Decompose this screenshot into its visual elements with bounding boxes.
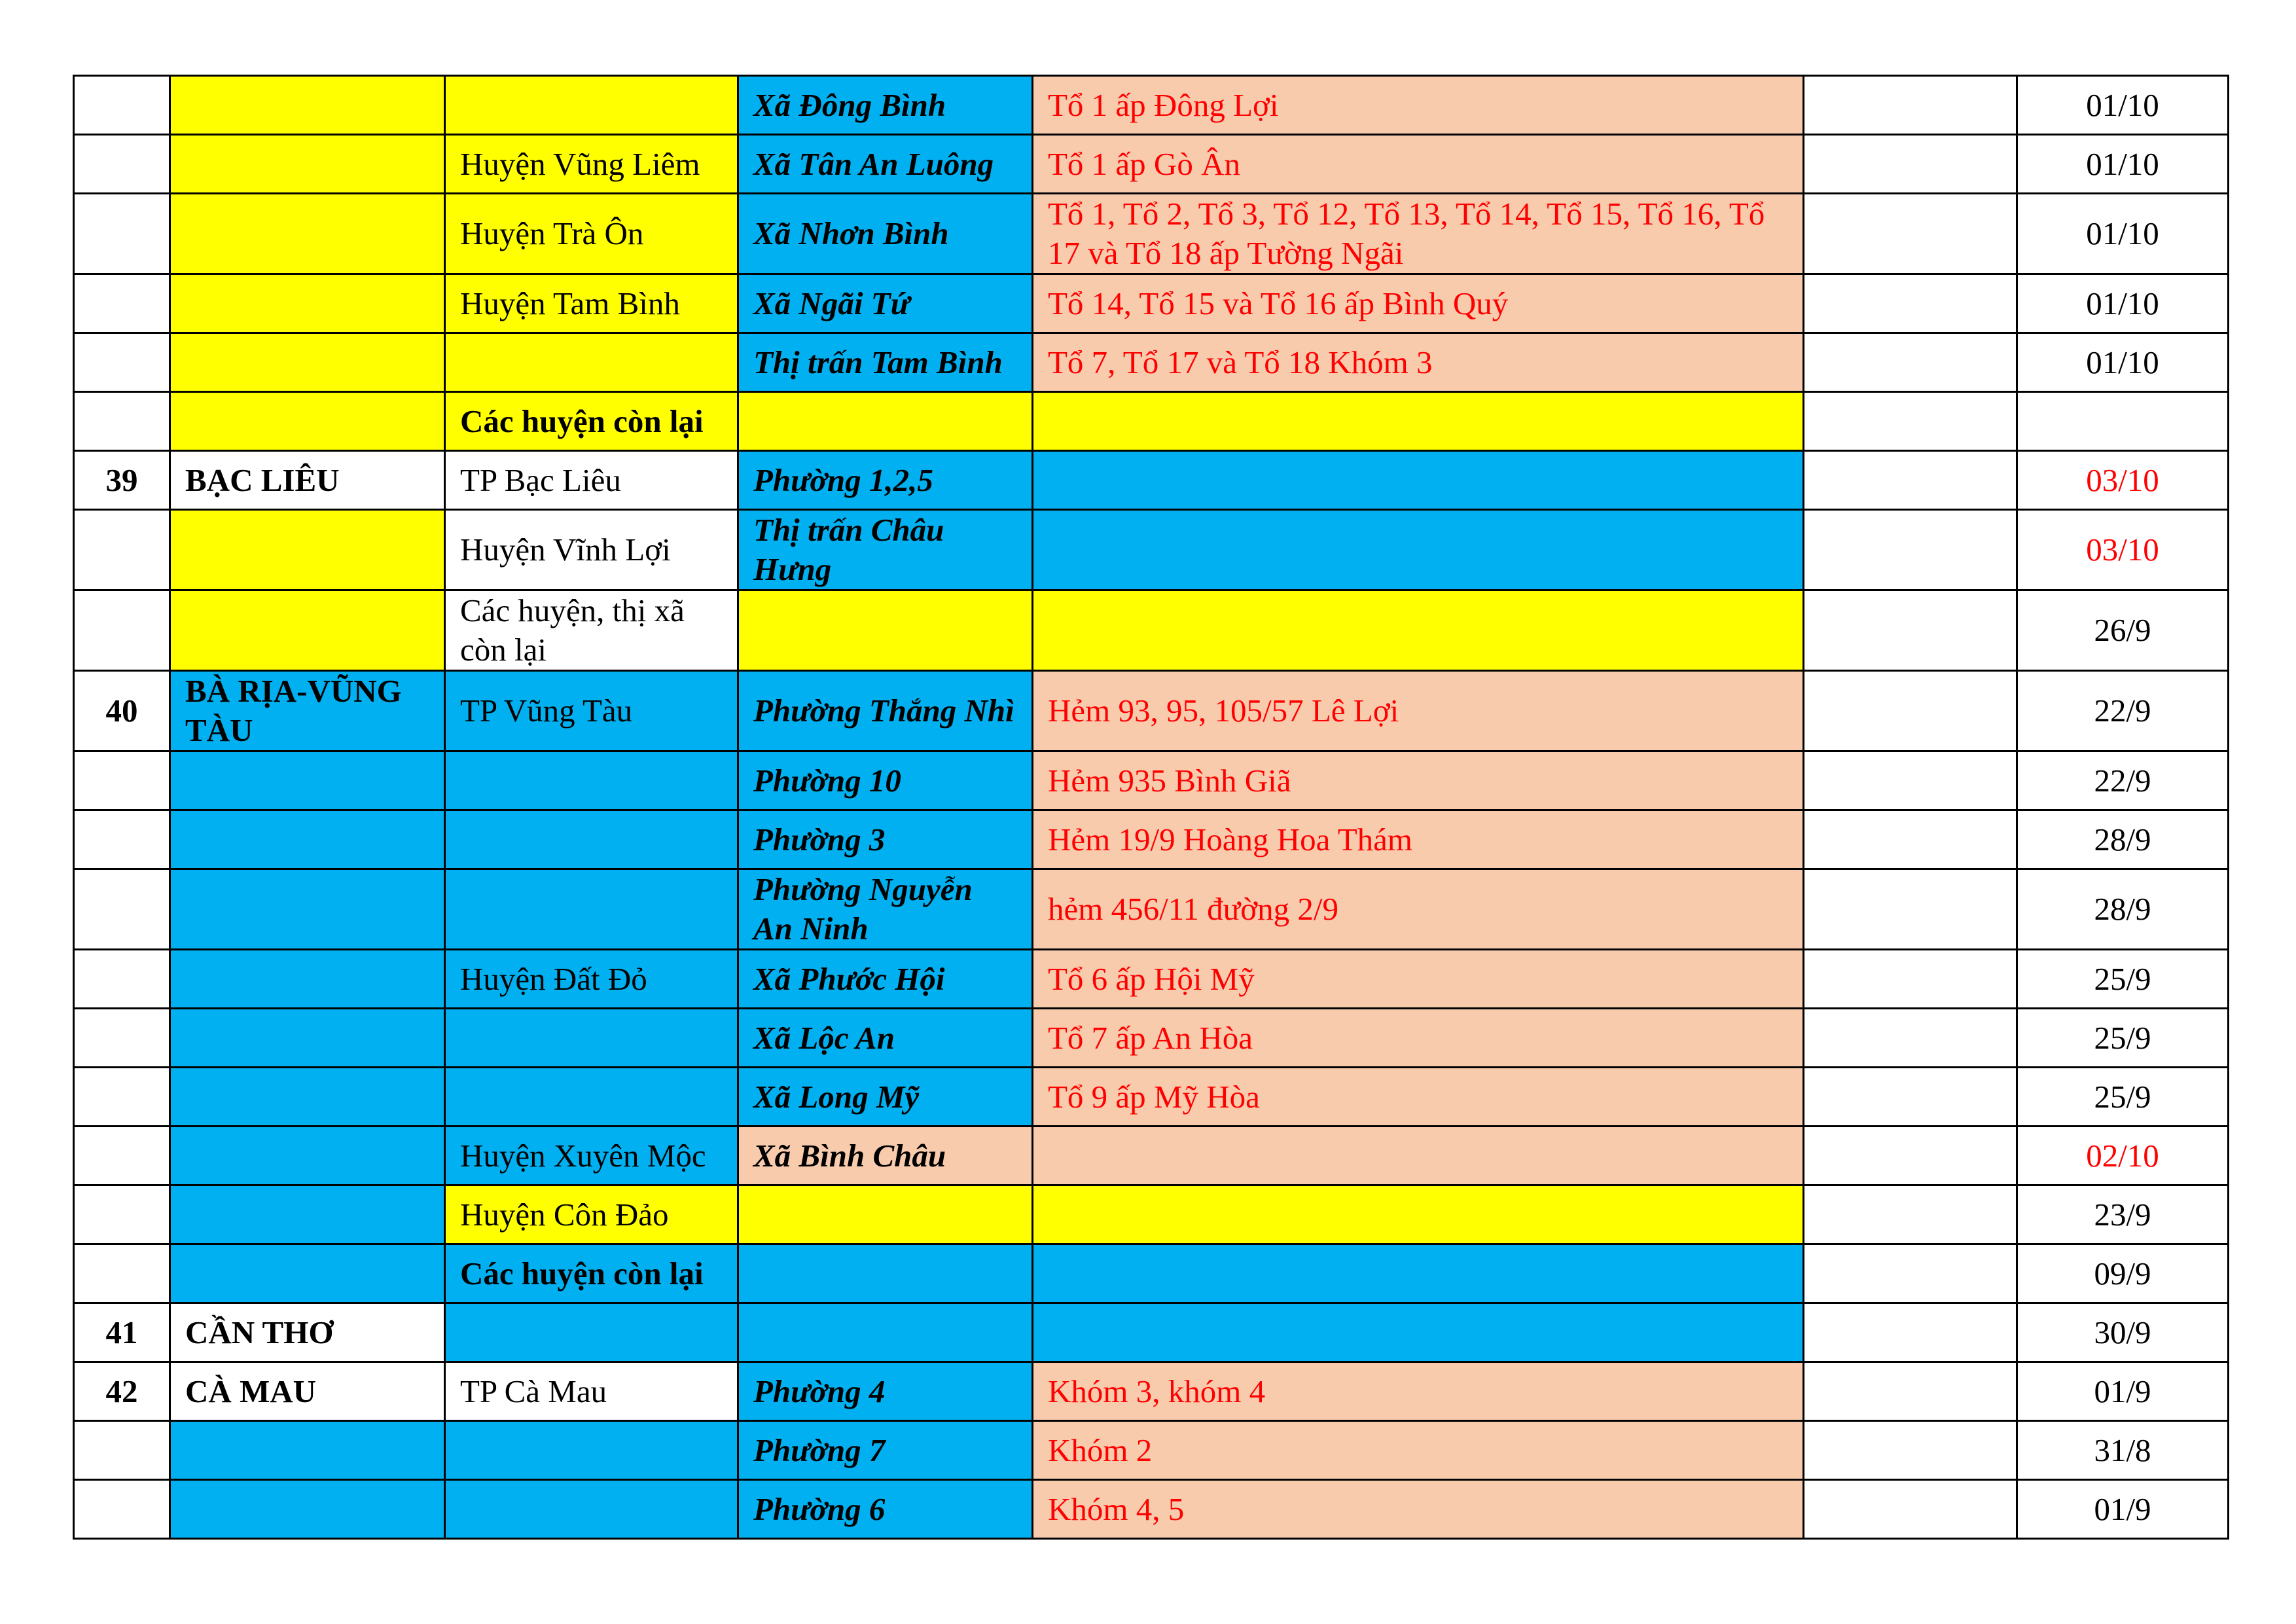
table-row bbox=[74, 76, 2229, 135]
row-number-cell: 40 bbox=[74, 671, 170, 751]
row-number-cell bbox=[74, 950, 170, 1009]
district-cell: Huyện Đất Đỏ bbox=[445, 950, 738, 1009]
area-cell: Tổ 9 ấp Mỹ Hòa bbox=[1033, 1068, 1804, 1127]
area-cell: Tổ 1 ấp Gò Ân bbox=[1033, 135, 1804, 194]
date-cell: 02/10 bbox=[2017, 1127, 2229, 1185]
table-row bbox=[74, 590, 2229, 671]
province-cell: BÀ RỊA-VŨNG TÀU bbox=[170, 671, 445, 751]
province-cell: BẠC LIÊU bbox=[170, 451, 445, 510]
ward-cell: Xã Đông Bình bbox=[738, 76, 1033, 135]
province-cell bbox=[170, 590, 445, 671]
date-cell: 22/9 bbox=[2017, 751, 2229, 810]
row-number-cell bbox=[74, 590, 170, 671]
province-cell bbox=[170, 810, 445, 869]
area-cell bbox=[1033, 1127, 1804, 1185]
row-number-cell bbox=[74, 135, 170, 194]
extra-cell bbox=[1804, 1362, 2017, 1421]
district-cell: Huyện Tam Bình bbox=[445, 274, 738, 333]
district-cell: Huyện Vĩnh Lợi bbox=[445, 510, 738, 590]
province-cell bbox=[170, 950, 445, 1009]
date-cell: 09/9 bbox=[2017, 1244, 2229, 1303]
district-cell bbox=[445, 1421, 738, 1480]
row-number-cell bbox=[74, 810, 170, 869]
row-number-cell bbox=[74, 1185, 170, 1244]
row-number-cell bbox=[74, 76, 170, 135]
extra-cell bbox=[1804, 590, 2017, 671]
ward-cell: Phường 4 bbox=[738, 1362, 1033, 1421]
table-row bbox=[74, 950, 2229, 1009]
area-cell: Tổ 14, Tổ 15 và Tổ 16 ấp Bình Quý bbox=[1033, 274, 1804, 333]
area-cell bbox=[1033, 510, 1804, 590]
district-cell: TP Vũng Tàu bbox=[445, 671, 738, 751]
district-cell: Các huyện còn lại bbox=[445, 392, 738, 451]
table-row bbox=[74, 392, 2229, 451]
extra-cell bbox=[1804, 135, 2017, 194]
extra-cell bbox=[1804, 1185, 2017, 1244]
date-cell: 01/9 bbox=[2017, 1362, 2229, 1421]
table-row bbox=[74, 1362, 2229, 1421]
district-cell: Huyện Trà Ôn bbox=[445, 194, 738, 274]
row-number-cell bbox=[74, 510, 170, 590]
date-cell: 25/9 bbox=[2017, 1009, 2229, 1068]
province-cell bbox=[170, 76, 445, 135]
district-cell bbox=[445, 1068, 738, 1127]
row-number-cell bbox=[74, 869, 170, 950]
table-row bbox=[74, 1244, 2229, 1303]
ward-cell: Phường 10 bbox=[738, 751, 1033, 810]
area-cell: Khóm 3, khóm 4 bbox=[1033, 1362, 1804, 1421]
date-cell: 25/9 bbox=[2017, 950, 2229, 1009]
area-cell bbox=[1033, 590, 1804, 671]
ward-cell: Phường 1,2,5 bbox=[738, 451, 1033, 510]
district-cell: Huyện Côn Đảo bbox=[445, 1185, 738, 1244]
row-number-cell bbox=[74, 274, 170, 333]
ward-cell: Xã Phước Hội bbox=[738, 950, 1033, 1009]
district-cell: Các huyện, thị xã còn lại bbox=[445, 590, 738, 671]
table-row bbox=[74, 1303, 2229, 1362]
ward-cell: Phường Nguyễn An Ninh bbox=[738, 869, 1033, 950]
extra-cell bbox=[1804, 1244, 2017, 1303]
table-row bbox=[74, 1068, 2229, 1127]
area-cell: Khóm 2 bbox=[1033, 1421, 1804, 1480]
table-row bbox=[74, 1480, 2229, 1539]
ward-cell: Xã Long Mỹ bbox=[738, 1068, 1033, 1127]
province-cell bbox=[170, 135, 445, 194]
ward-cell: Phường 7 bbox=[738, 1421, 1033, 1480]
ward-cell: Thị trấn Tam Bình bbox=[738, 333, 1033, 392]
date-cell: 22/9 bbox=[2017, 671, 2229, 751]
area-cell: Hẻm 19/9 Hoàng Hoa Thám bbox=[1033, 810, 1804, 869]
row-number-cell: 42 bbox=[74, 1362, 170, 1421]
row-number-cell bbox=[74, 1244, 170, 1303]
district-cell bbox=[445, 333, 738, 392]
area-cell bbox=[1033, 1244, 1804, 1303]
table-row bbox=[74, 1127, 2229, 1185]
district-cell bbox=[445, 751, 738, 810]
date-cell: 01/10 bbox=[2017, 333, 2229, 392]
table-row bbox=[74, 510, 2229, 590]
date-cell: 01/10 bbox=[2017, 274, 2229, 333]
extra-cell bbox=[1804, 274, 2017, 333]
extra-cell bbox=[1804, 1127, 2017, 1185]
row-number-cell bbox=[74, 333, 170, 392]
date-cell: 01/10 bbox=[2017, 76, 2229, 135]
row-number-cell bbox=[74, 392, 170, 451]
table-row bbox=[74, 751, 2229, 810]
row-number-cell bbox=[74, 194, 170, 274]
date-cell: 30/9 bbox=[2017, 1303, 2229, 1362]
province-cell bbox=[170, 274, 445, 333]
date-cell: 23/9 bbox=[2017, 1185, 2229, 1244]
area-cell: Khóm 4, 5 bbox=[1033, 1480, 1804, 1539]
district-cell: Huyện Vũng Liêm bbox=[445, 135, 738, 194]
district-cell: Các huyện còn lại bbox=[445, 1244, 738, 1303]
date-cell: 01/10 bbox=[2017, 194, 2229, 274]
extra-cell bbox=[1804, 1009, 2017, 1068]
extra-cell bbox=[1804, 1068, 2017, 1127]
extra-cell bbox=[1804, 510, 2017, 590]
table-row bbox=[74, 1185, 2229, 1244]
table-row bbox=[74, 274, 2229, 333]
ward-cell bbox=[738, 1244, 1033, 1303]
province-cell bbox=[170, 510, 445, 590]
date-cell: 03/10 bbox=[2017, 510, 2229, 590]
province-cell bbox=[170, 392, 445, 451]
province-cell: CẦN THƠ bbox=[170, 1303, 445, 1362]
ward-cell: Xã Tân An Luông bbox=[738, 135, 1033, 194]
ward-cell bbox=[738, 1303, 1033, 1362]
province-cell bbox=[170, 751, 445, 810]
ward-cell: Phường Thắng Nhì bbox=[738, 671, 1033, 751]
ward-cell bbox=[738, 392, 1033, 451]
province-cell bbox=[170, 1127, 445, 1185]
extra-cell bbox=[1804, 671, 2017, 751]
ward-cell: Xã Lộc An bbox=[738, 1009, 1033, 1068]
province-cell bbox=[170, 1068, 445, 1127]
ward-cell: Xã Ngãi Tứ bbox=[738, 274, 1033, 333]
district-cell: TP Cà Mau bbox=[445, 1362, 738, 1421]
area-cell bbox=[1033, 1185, 1804, 1244]
date-cell: 28/9 bbox=[2017, 810, 2229, 869]
area-cell: Tổ 7, Tổ 17 và Tổ 18 Khóm 3 bbox=[1033, 333, 1804, 392]
row-number-cell bbox=[74, 1009, 170, 1068]
extra-cell bbox=[1804, 869, 2017, 950]
row-number-cell bbox=[74, 1421, 170, 1480]
table-row bbox=[74, 1421, 2229, 1480]
extra-cell bbox=[1804, 1421, 2017, 1480]
table-row bbox=[74, 135, 2229, 194]
table-row bbox=[74, 451, 2229, 510]
extra-cell bbox=[1804, 810, 2017, 869]
area-cell: Tổ 6 ấp Hội Mỹ bbox=[1033, 950, 1804, 1009]
ward-cell: Phường 6 bbox=[738, 1480, 1033, 1539]
province-cell bbox=[170, 1244, 445, 1303]
extra-cell bbox=[1804, 392, 2017, 451]
province-cell bbox=[170, 1480, 445, 1539]
area-cell: Tổ 1, Tổ 2, Tổ 3, Tổ 12, Tổ 13, Tổ 14, Tổ 15, Tổ 16, Tổ 17 và Tổ 18 ấp Tường Ngãi bbox=[1033, 194, 1804, 274]
ward-cell bbox=[738, 1185, 1033, 1244]
district-cell bbox=[445, 1303, 738, 1362]
ward-cell bbox=[738, 590, 1033, 671]
area-cell bbox=[1033, 392, 1804, 451]
ward-cell: Phường 3 bbox=[738, 810, 1033, 869]
area-cell: hẻm 456/11 đường 2/9 bbox=[1033, 869, 1804, 950]
extra-cell bbox=[1804, 1480, 2017, 1539]
row-number-cell bbox=[74, 1480, 170, 1539]
date-cell bbox=[2017, 392, 2229, 451]
ward-cell: Thị trấn Châu Hưng bbox=[738, 510, 1033, 590]
district-cell bbox=[445, 869, 738, 950]
date-cell: 01/10 bbox=[2017, 135, 2229, 194]
area-cell: Hẻm 93, 95, 105/57 Lê Lợi bbox=[1033, 671, 1804, 751]
table-row bbox=[74, 869, 2229, 950]
row-number-cell: 39 bbox=[74, 451, 170, 510]
district-cell: TP Bạc Liêu bbox=[445, 451, 738, 510]
date-cell: 03/10 bbox=[2017, 451, 2229, 510]
area-cell bbox=[1033, 1303, 1804, 1362]
date-cell: 01/9 bbox=[2017, 1480, 2229, 1539]
area-cell bbox=[1033, 451, 1804, 510]
date-cell: 31/8 bbox=[2017, 1421, 2229, 1480]
row-number-cell bbox=[74, 1127, 170, 1185]
ward-cell: Xã Nhơn Bình bbox=[738, 194, 1033, 274]
province-cell bbox=[170, 333, 445, 392]
province-cell bbox=[170, 194, 445, 274]
province-cell: CÀ MAU bbox=[170, 1362, 445, 1421]
row-number-cell bbox=[74, 751, 170, 810]
table-row bbox=[74, 810, 2229, 869]
district-cell: Huyện Xuyên Mộc bbox=[445, 1127, 738, 1185]
extra-cell bbox=[1804, 333, 2017, 392]
area-cell: Hẻm 935 Bình Giã bbox=[1033, 751, 1804, 810]
province-cell bbox=[170, 869, 445, 950]
area-cell: Tổ 1 ấp Đông Lợi bbox=[1033, 76, 1804, 135]
extra-cell bbox=[1804, 751, 2017, 810]
table-row bbox=[74, 671, 2229, 751]
row-number-cell: 41 bbox=[74, 1303, 170, 1362]
extra-cell bbox=[1804, 451, 2017, 510]
date-cell: 26/9 bbox=[2017, 590, 2229, 671]
zone-status-table bbox=[73, 75, 2229, 1540]
extra-cell bbox=[1804, 76, 2017, 135]
province-cell bbox=[170, 1185, 445, 1244]
table-row bbox=[74, 194, 2229, 274]
extra-cell bbox=[1804, 950, 2017, 1009]
district-cell bbox=[445, 1009, 738, 1068]
district-cell bbox=[445, 810, 738, 869]
table-row bbox=[74, 1009, 2229, 1068]
date-cell: 25/9 bbox=[2017, 1068, 2229, 1127]
date-cell: 28/9 bbox=[2017, 869, 2229, 950]
district-cell bbox=[445, 1480, 738, 1539]
extra-cell bbox=[1804, 194, 2017, 274]
province-cell bbox=[170, 1009, 445, 1068]
district-cell bbox=[445, 76, 738, 135]
row-number-cell bbox=[74, 1068, 170, 1127]
area-cell: Tổ 7 ấp An Hòa bbox=[1033, 1009, 1804, 1068]
ward-cell: Xã Bình Châu bbox=[738, 1127, 1033, 1185]
province-cell bbox=[170, 1421, 445, 1480]
table-row bbox=[74, 333, 2229, 392]
extra-cell bbox=[1804, 1303, 2017, 1362]
